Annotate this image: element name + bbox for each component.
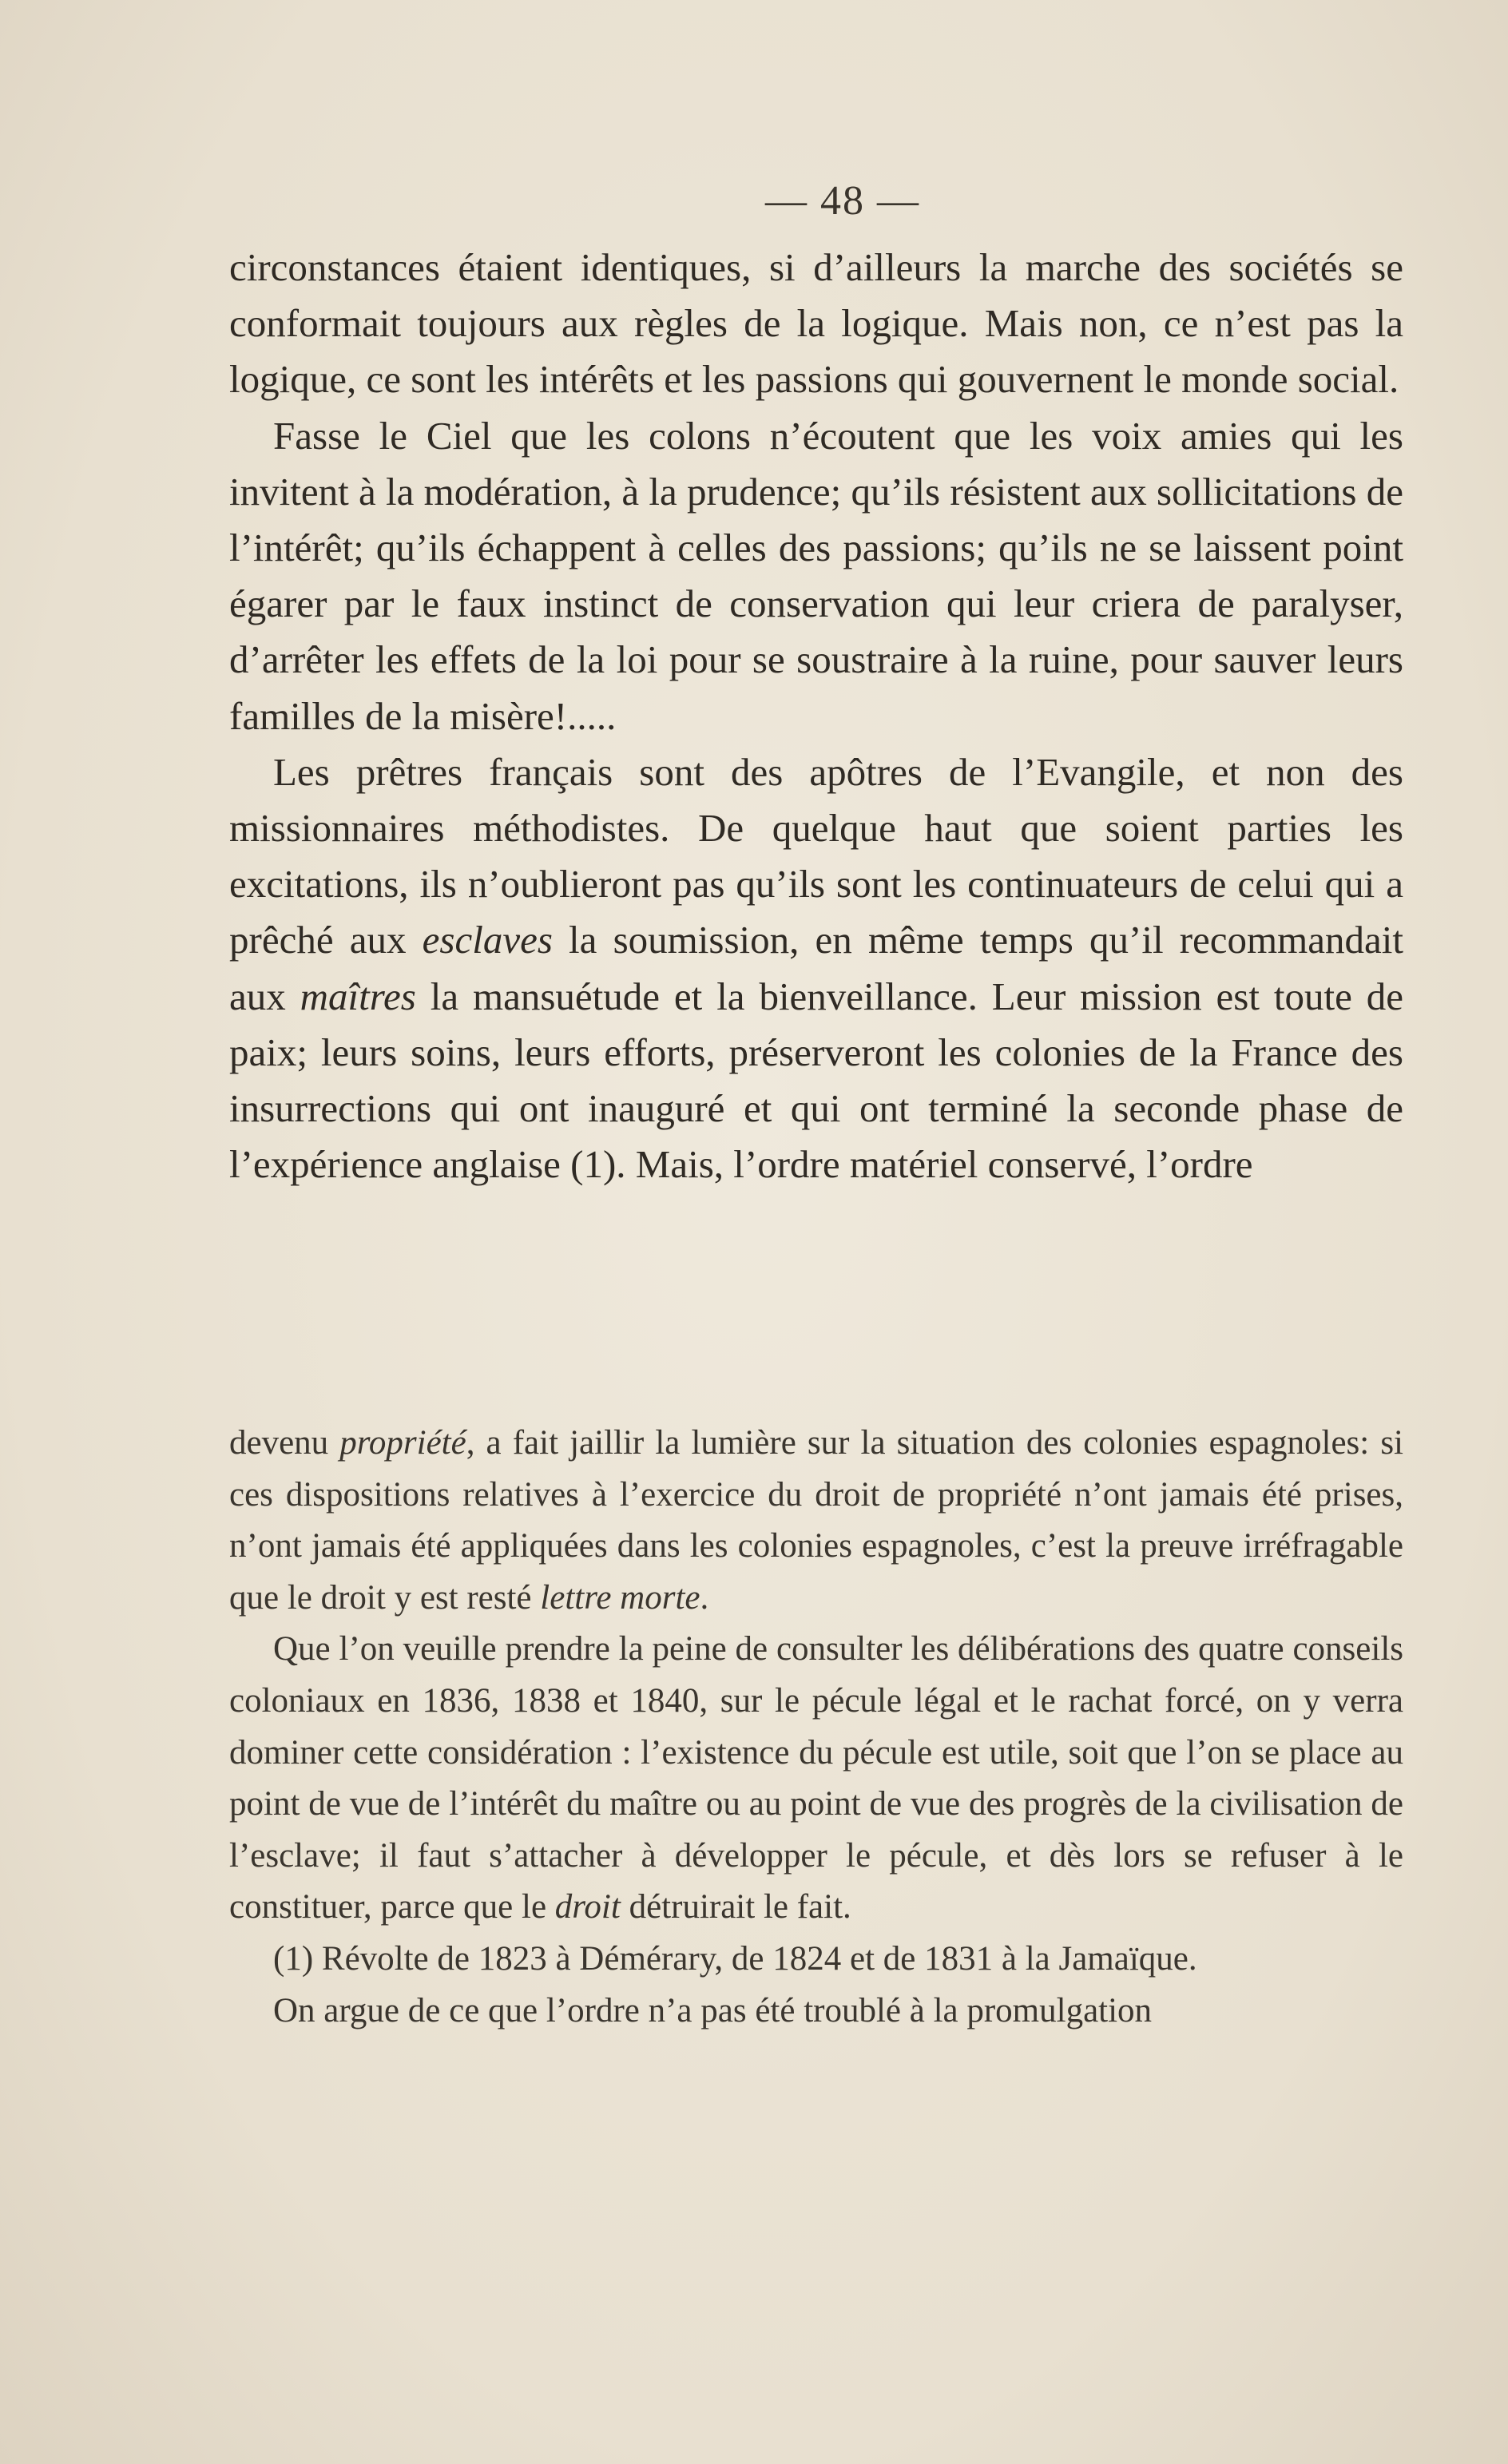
paragraph-1: circonstances étaient identiques, si d’ailleurs la marche des sociétés se conformait toujours aux règles de la logique. Mais non, ce n’est pas la logique, ce sont les intérêts et les passions qui gouvernent le monde social. xyxy=(229,245,1403,402)
main-text-block xyxy=(229,240,1403,1192)
paragraph-2: Fasse le Ciel que les colons n’écoutent que les voix amies qui les invitent à la modération, à la prudence; qu’ils résistent aux sollicitations de l’intérêt; qu’ils échappent à celles des passions; qu’ils ne se laissent point égarer par le faux instinct de conservation qui leur criera de paralyser, d’arrêter les effets de la loi pour se soustraire à la ruine, pour sauver leurs familles de la misère!..... xyxy=(229,413,1403,738)
footnote-1-text-a: devenu xyxy=(229,1424,340,1462)
italic-lettre-morte: lettre morte xyxy=(540,1578,700,1617)
footnote-paragraph-1 xyxy=(229,1418,1403,1624)
page-number: — 48 — xyxy=(765,178,920,224)
footnote-1-text-b: , a fait jaillir la lumière sur la situation des colonies espagnoles: si ces dispositions relatives à l’exercice du droit de propriété n’ont jamais été prises, n’ont jamais été appliquées dans les colonies espagnoles, c’est la preuve irréfragable que le droit y est resté xyxy=(229,1424,1403,1617)
footnote-paragraph-4: On argue de ce que l’ordre n’a pas été troublé à la promulgation xyxy=(273,1991,1153,2030)
italic-propriete: propriété xyxy=(339,1424,466,1462)
footnote-paragraph-2 xyxy=(229,1624,1403,1934)
italic-maitres: maîtres xyxy=(300,974,416,1018)
footnote-block xyxy=(229,1418,1403,2037)
footnote-2-text-b: détruirait le fait. xyxy=(620,1888,851,1926)
paragraph-3-text-c: la mansuétude et la bienveillance. Leur mission est toute de paix; leurs soins, leurs efforts, préserveront les colonies de la France des insurrections qui ont inauguré et qui ont terminé la seconde phase de l’expérience anglaise (1). Mais, l’ordre matériel conservé, l’ordre xyxy=(229,974,1404,1187)
italic-droit: droit xyxy=(554,1888,621,1926)
footnote-1-revolt: (1) Révolte de 1823 à Démérary, de 1824 et de 1831 à la Jamaïque. xyxy=(273,1939,1197,1978)
footnote-2-text-a: Que l’on veuille prendre la peine de consulter les délibérations des quatre conseils coloniaux en 1836, 1838 et 1840, sur le pécule légal et le rachat forcé, on y verra dominer cette considération : l’existence du pécule est utile, soit que l’on se place au point de vue de l’intérêt du maître ou au point de vue des progrès de la civilisation de l’esclave; il faut s’attacher à développer le pécule, et dès lors se refuser à le constituer, parce que le xyxy=(229,1630,1403,1926)
paragraph-3 xyxy=(229,744,1403,1193)
paragraph-3-text-a: Les prêtres français sont des apôtres de l’Evangile, et non des missionnaires méthodistes. De quelque haut que soient parties les excitations, ils n’oublieront pas qu’ils sont les continuateurs de celui qui a prêché aux xyxy=(229,749,1403,962)
footnote-1-text-c: . xyxy=(700,1578,709,1617)
italic-esclaves: esclaves xyxy=(422,918,553,962)
paragraph-3-text-b: la soumission, en même temps qu’il recommandait aux xyxy=(229,918,1403,1018)
